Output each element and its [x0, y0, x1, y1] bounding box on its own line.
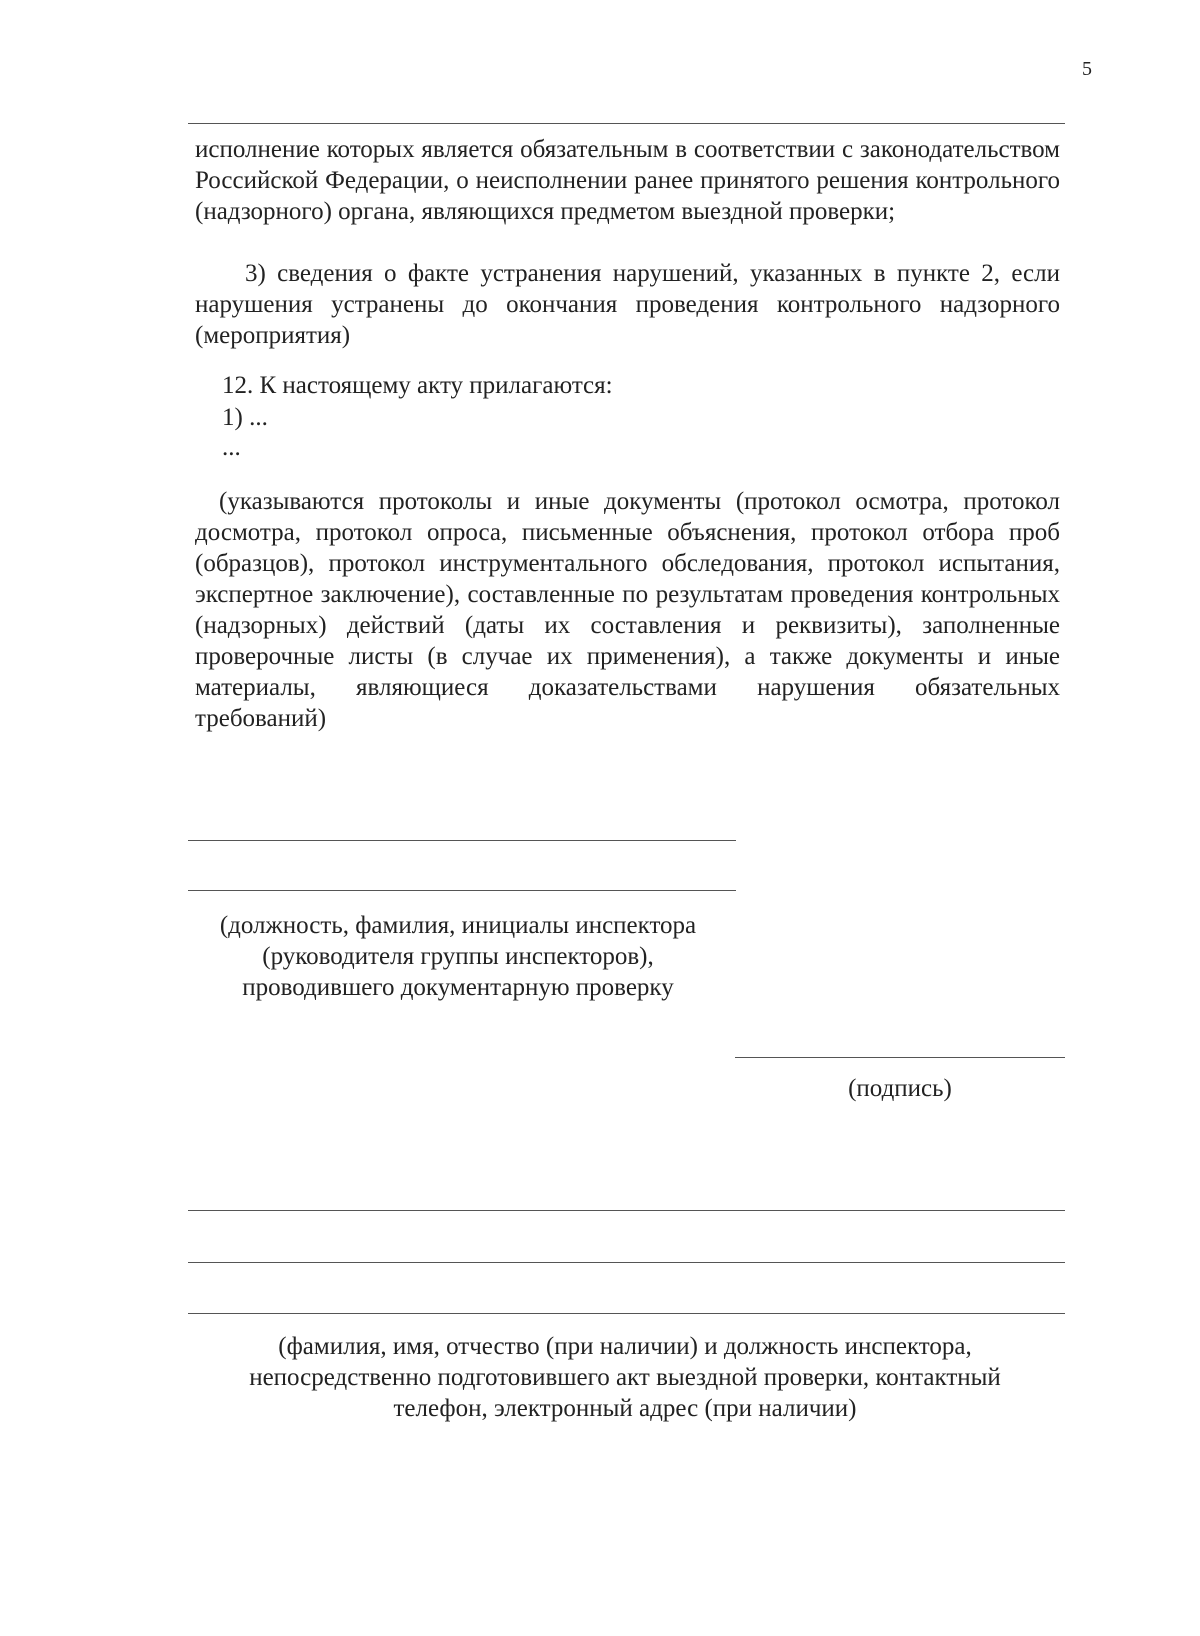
inspector-signature-line-1 — [188, 840, 736, 841]
signature-caption: (подпись) — [848, 1075, 952, 1102]
inspector-caption: (должность, фамилия, инициалы инспектора (руководителя группы инспекторов), проводившего документарную проверку — [219, 912, 697, 1001]
continuation-paragraph: исполнение которых является обязательным в соответствии с законодательством Российской Федерации, о неисполнении ранее принятого решения контрольного (надзорного) органа, являющихся предметом выездной проверки; — [195, 136, 1060, 225]
item-3-paragraph: 3) сведения о факте устранения нарушений, указанных в пункте 2, если нарушения устранены до окончания проведения контрольного надзорного (мероприятия) — [195, 260, 1060, 349]
top-rule — [188, 123, 1065, 124]
preparer-line-3 — [188, 1313, 1065, 1314]
inspector-signature-line-2 — [188, 890, 736, 891]
section-12-heading: 12. К настоящему акту прилагаются: — [222, 372, 613, 399]
section-12-item-1: 1) ... — [222, 404, 268, 431]
attachments-note: (указываются протоколы и иные документы (протокол осмотра, протокол досмотра, протокол опроса, письменные объяснения, протокол отбора проб (образцов), протокол инструментального обследования, протокол испытания, экспертное заключение), составленные по результатам проведения контрольных (надзорных) действий (даты их составления и реквизиты), заполненные проверочные листы (в случае их применения), а также документы и иные материалы, являющиеся доказательствами нарушения обязательных требований) — [195, 488, 1060, 732]
page-number: 5 — [1082, 58, 1092, 80]
preparer-line-2 — [188, 1262, 1065, 1263]
section-12-ellipsis: ... — [222, 434, 241, 461]
signature-line — [735, 1057, 1065, 1058]
preparer-caption: (фамилия, имя, отчество (при наличии) и должность инспектора, непосредственно подготовившего акт выездной проверки, контактный телефон, электронный адрес (при наличии) — [249, 1333, 1001, 1422]
preparer-line-1 — [188, 1210, 1065, 1211]
